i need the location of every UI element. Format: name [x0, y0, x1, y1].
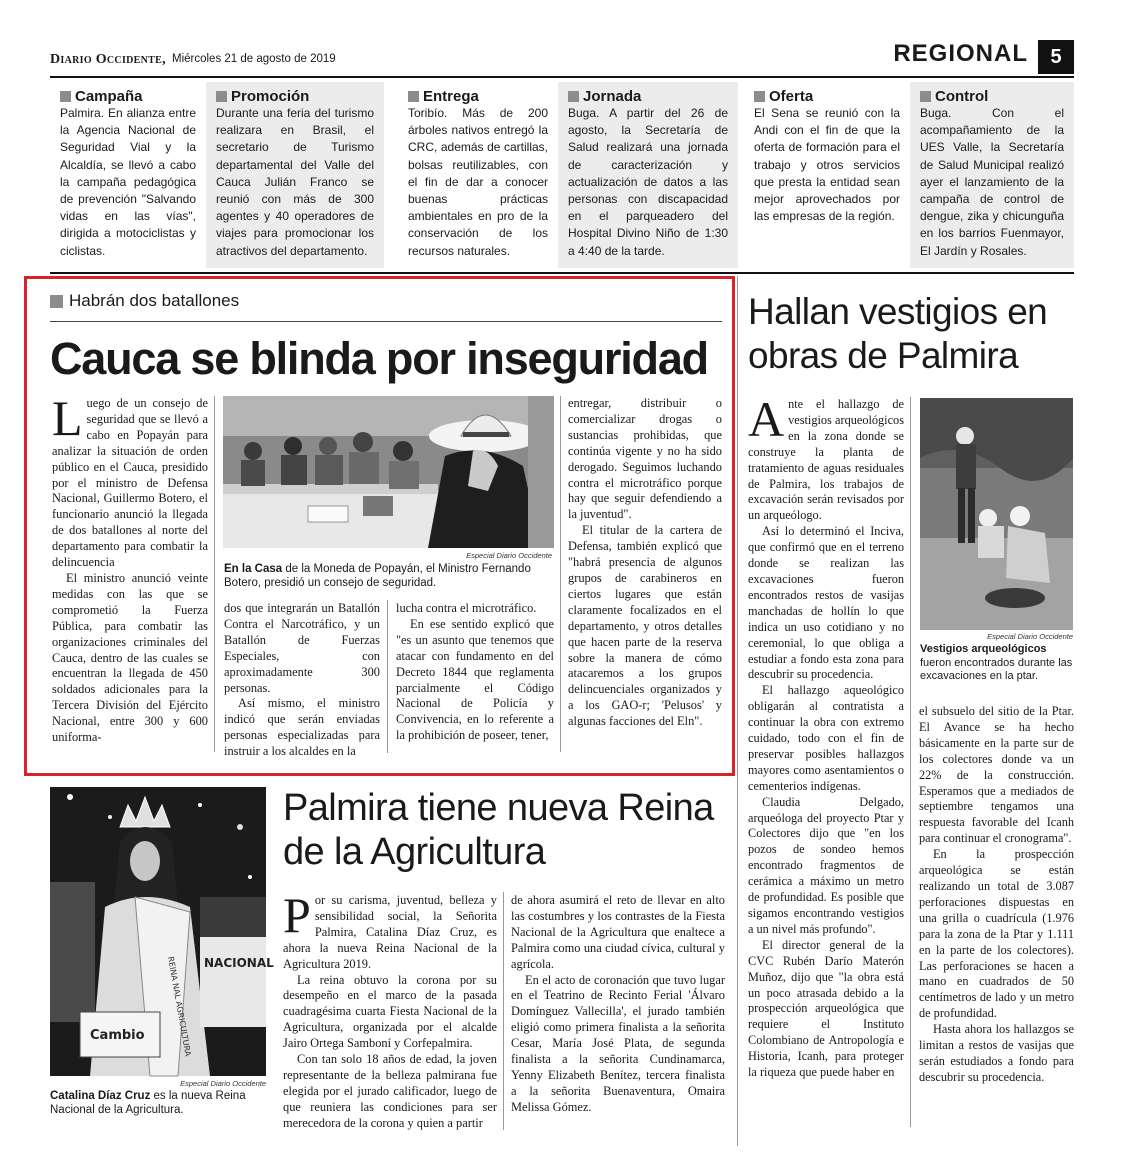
- caption-text: de la Moneda de Popayán, el Ministro Fernando Botero, presidió un consejo de seguridad.: [224, 563, 531, 589]
- paragraph: La reina obtuvo la corona por su desempeño en el marco de la pasada cuadragésima cuarta Fiesta Nacional de la Agricultura, organizada por el alcalde Jairo Ortega Samboní y Corfepalmira.: [283, 972, 497, 1051]
- paragraph: Así mismo, el ministro indicó que serán enviadas personas especializadas para instruir a los alcaldes en la: [224, 696, 380, 759]
- brief-jornada: [558, 82, 738, 268]
- brief-control: [910, 82, 1074, 268]
- bullet-square-icon: [216, 91, 227, 102]
- banner-text: NACIONAL: [204, 956, 274, 970]
- photo-caption: [224, 563, 554, 590]
- column-rule: [387, 600, 388, 753]
- reina-article-column-1: [283, 887, 497, 1132]
- caption-lead: Catalina Díaz Cruz: [50, 1090, 151, 1102]
- photo-caption: [920, 643, 1073, 684]
- column-rule: [214, 396, 215, 752]
- kicker-text: Habrán dos batallones: [69, 291, 240, 310]
- side-article-column-2: [919, 704, 1074, 1086]
- sash-text: REINA NAL AGRICULTURA: [166, 955, 193, 1057]
- bullet-square-icon: [568, 91, 579, 102]
- column-rule: [560, 396, 561, 752]
- excavation-photo-image: [920, 398, 1073, 630]
- page-number: 5: [1038, 40, 1074, 74]
- side-article-photo: [920, 398, 1073, 630]
- article-kicker: [50, 291, 239, 311]
- paragraph: nte el hallazgo de vestigios arqueológicos en la zona donde se construye la planta de tratamiento de aguas residuales de Palmira, los trabajos de excavación serán revisados por un arqueólogo.: [748, 397, 904, 523]
- caption-lead: En la Casa: [224, 563, 283, 575]
- brief-body: Toribío. Más de 200 árboles nativos entregó la CRC, además de cartillas, bolsas reutilizables, con el fin de dar a conocer buenas prácticas ambientales en pro de la conservación de los recursos naturales.: [408, 106, 548, 258]
- caption-text: fueron encontrados durante las excavaciones en la ptar.: [920, 656, 1073, 682]
- paragraph: En el acto de coronación que tuvo lugar en el Teatrino de Recinto Ferial 'Álvaro Domínguez Vallecilla', el jurado también eligió como primera finalista a la señorita Cesar, María José Plata, de segunda finalista a la señorita Cundinamarca, Yenny Elizabeth Benítez, tercera finalista a la señorita Buenaventura, Omaira Melissa Gómez.: [511, 972, 725, 1114]
- main-article-column-4: [568, 396, 722, 730]
- paragraph: entregar, distribuir o comercializar drogas o sustancias prohibidas, que continúa vigente y no ha sido derogado. Seguimos luchando contra el microtráfico porque hay que seguir defendiendo a la juventud".: [568, 396, 722, 522]
- brief-title: Control: [935, 88, 989, 105]
- brief-title: Campaña: [75, 88, 143, 105]
- logo-text: Cambio: [90, 1028, 145, 1043]
- paragraph: dos que integrarán un Batallón Contra el Narcotráfico, y un Batallón de Fuerzas Especiales, con aproximadamente 300 personas.: [224, 601, 380, 695]
- caption-text: es la nueva Reina Nacional de la Agricultura.: [50, 1090, 246, 1116]
- brief-title: Oferta: [769, 88, 814, 105]
- newspaper-name: Diario Occidente,: [50, 52, 166, 67]
- reina-photo: [50, 787, 274, 1076]
- section-name: REGIONAL: [893, 40, 1028, 67]
- brief-body: El Sena se reunió con la Andi con el fin de que la oferta de formación para el trabajo y otros servicios que presta la entidad sean mejor aprovechados por las empresas de la región.: [754, 106, 900, 224]
- news-briefs-row: [50, 82, 1074, 268]
- paragraph: Así lo determinó el Inciva, que confirmó que en el terreno donde se realizan las excavaciones fueron encontrados restos de vasijas manchadas de hollín lo que indica un uso cotidiano y no ceremonial, lo que obliga a estudiar a fondo esta zona para descubrir su procedencia.: [748, 524, 904, 682]
- column-rule: [910, 397, 911, 1127]
- meeting-photo-image: [223, 396, 554, 548]
- masthead: [50, 40, 1074, 78]
- main-article-column-2: [224, 601, 380, 760]
- reina-article-column-2: [511, 893, 725, 1116]
- side-headline: Hallan vestigios en obras de Palmira: [748, 291, 1048, 376]
- paragraph: El ministro anunció veinte medidas con las que se comprometió la Fuerza Pública, para combatir las organizaciones criminales del Cauca, dentro de las cuales se encuentran la llegada de 450 soldados adicionales para la Tercera División del Ejército Nacional, entre 300 y 600 uniforma-: [52, 570, 208, 745]
- side-article-column-1: [748, 391, 904, 1081]
- brief-entrega: [398, 82, 558, 268]
- photo-credit: Especial Diario Occidente: [180, 1079, 266, 1088]
- caption-lead: Vestigios arqueológicos: [920, 643, 1047, 655]
- photo-credit: Especial Diario Occidente: [466, 551, 552, 560]
- main-headline: Cauca se blinda por inseguridad: [50, 333, 708, 384]
- paragraph: Hasta ahora los hallazgos se limitan a restos de vasijas que serán estudiados a fondo para descubrir su procedencia.: [919, 1022, 1074, 1084]
- paragraph: uego de un consejo de seguridad que se llevó a cabo en Popayán para analizar la situación de orden público en el Cauca, presidido por el ministro de Defensa Nacional, Guillermo Botero, el funcionario anunció la llegada de dos batallones al norte del departamento para combatir la delincuencia: [52, 396, 208, 570]
- main-article-photo: [223, 396, 554, 548]
- paragraph: Con tan solo 18 años de edad, la joven representante de la belleza palmirana fue elegida por el jurado calificador, luego de que reuniera las condiciones para ser merecedora de la corona y quien a partir: [283, 1052, 497, 1130]
- paragraph: El director general de la CVC Rubén Darío Materón Muñoz, dijo que "la obra está un poco atrasada debido a la prospección arqueológica que requiere el Instituto Colombiano de Antropología e Historia, Icanh, para proteger la riqueza que puede haber en: [748, 937, 904, 1080]
- brief-title: Entrega: [423, 88, 479, 105]
- dropcap: L: [52, 390, 83, 446]
- paragraph: En ese sentido explicó que "es un asunto que tenemos que atacar con fundamento en del Decreto 1844 que reglamenta parcialmente el Código Nacional de Policía y Convivencia, en lo referente a la prohibición de poseer, tener,: [396, 616, 554, 743]
- brief-body: Durante una feria del turismo realizara en Brasil, el secretario de Turismo departamental del Valle del Cauca Julián Franco se reunió con más de 300 agentes y 40 operadores de viajes para promocionar los atractivos del departamento.: [216, 106, 374, 258]
- bullet-square-icon: [60, 91, 71, 102]
- brief-promocion: [206, 82, 384, 268]
- dropcap: A: [748, 391, 785, 447]
- paragraph: or su carisma, juventud, belleza y sensibilidad social, la Señorita Palmira, Catalina Díaz Cruz, es ahora la nueva Reina Nacional de la Agricultura 2019.: [283, 893, 497, 971]
- queen-photo-image: [50, 787, 274, 1076]
- photo-caption: [50, 1090, 267, 1117]
- reina-headline: Palmira tiene nueva Reina de la Agricultura: [283, 787, 714, 873]
- paragraph: En la prospección arqueológica se están realizando un total de 3.087 perforaciones dispuestas en una grilla o cuadrícula (1.976 para la zona de la Ptar y 1.111 en la parte de los colectores). Las perforaciones se hacen a mano en cuadrados de 50 centímetros de lado y un metro de profundidad.: [919, 847, 1074, 1021]
- brief-body: Palmira. En alianza entre la Agencia Nacional de Seguridad Vial y la Alcaldía, se llevó a cabo la campaña pedagógica de prevención "Salvando vidas en las vías", dirigida a motociclistas y ciclistas.: [60, 106, 196, 258]
- column-rule: [503, 892, 504, 1130]
- bullet-square-icon: [920, 91, 931, 102]
- paragraph: de ahora asumirá el reto de llevar en alto las costumbres y los contrastes de la Fiesta Nacional de la Agricultura que enaltece a Palmira como una ciudad cívica, cultural y agrícola.: [511, 893, 725, 971]
- brief-body: Buga. Con el acompañamiento de la UES Valle, la Secretaría de Salud Municipal realizó ayer el lanzamiento de la campaña de control de dengue, zika y chicunguña en los barrios Fuenmayor, El Jardín y Rosales.: [920, 106, 1064, 258]
- dropcap: P: [283, 887, 311, 943]
- brief-oferta: [744, 82, 910, 268]
- kicker-rule: [50, 321, 722, 322]
- paragraph: el subsuelo del sitio de la Ptar. El Avance se ha hecho básicamente en la parte sur de los colectores donde va un 22% de la construcción. Esperamos que a mediados de septiembre tengamos una respuesta favorable del Icanh para continuar el cronograma".: [919, 704, 1074, 846]
- section-divider: [50, 272, 1074, 274]
- paragraph: El hallazgo aqueológico obligarán al contratista a continuar la obra con extremo cuidado, todo con el fin de preservar posibles hallazgos mayores como asentamientos o cementerios indígenas.: [748, 683, 904, 793]
- main-article-column-1: [52, 390, 208, 746]
- bullet-square-icon: [754, 91, 765, 102]
- column-rule: [737, 276, 738, 1146]
- issue-date: Miércoles 21 de agosto de 2019: [172, 53, 336, 65]
- paragraph: El titular de la cartera de Defensa, también explicó que "habrá presencia de algunos grupos de carabineros en ciertos lugares que están claramente focalizados en el departamento, y otros detalles que hacen parte de la reserva sobre la manera de cómo atacaremos a los grupos delincuenciales organizados y a los GAO-r; 'Pelusos' y algunas facciones del Eln".: [568, 523, 722, 729]
- brief-body: Buga. A partir del 26 de agosto, la Secretaría de Salud realizará una jornada de caracterización y actualización de datos a las personas con discapacidad en el parqueadero del Hospital Divino Niño de 1:30 a 4:40 de la tarde.: [568, 106, 728, 258]
- bullet-square-icon: [50, 295, 63, 308]
- photo-credit: Especial Diario Occidente: [987, 632, 1073, 641]
- brief-title: Promoción: [231, 88, 310, 105]
- main-article-column-3: [396, 601, 554, 744]
- paragraph: Claudia Delgado, arqueóloga del proyecto Ptar y Colectores dijo que "en los pozos de sondeo hemos encontrado fragmentos de cerámica a máximo un metro de profundidad. Es posible que sigamos encontrando vestigios a un nivel más profundo".: [748, 794, 904, 936]
- brief-campana: [50, 82, 206, 268]
- paragraph: lucha contra el microtráfico.: [396, 601, 537, 615]
- brief-title: Jornada: [583, 88, 642, 105]
- bullet-square-icon: [408, 91, 419, 102]
